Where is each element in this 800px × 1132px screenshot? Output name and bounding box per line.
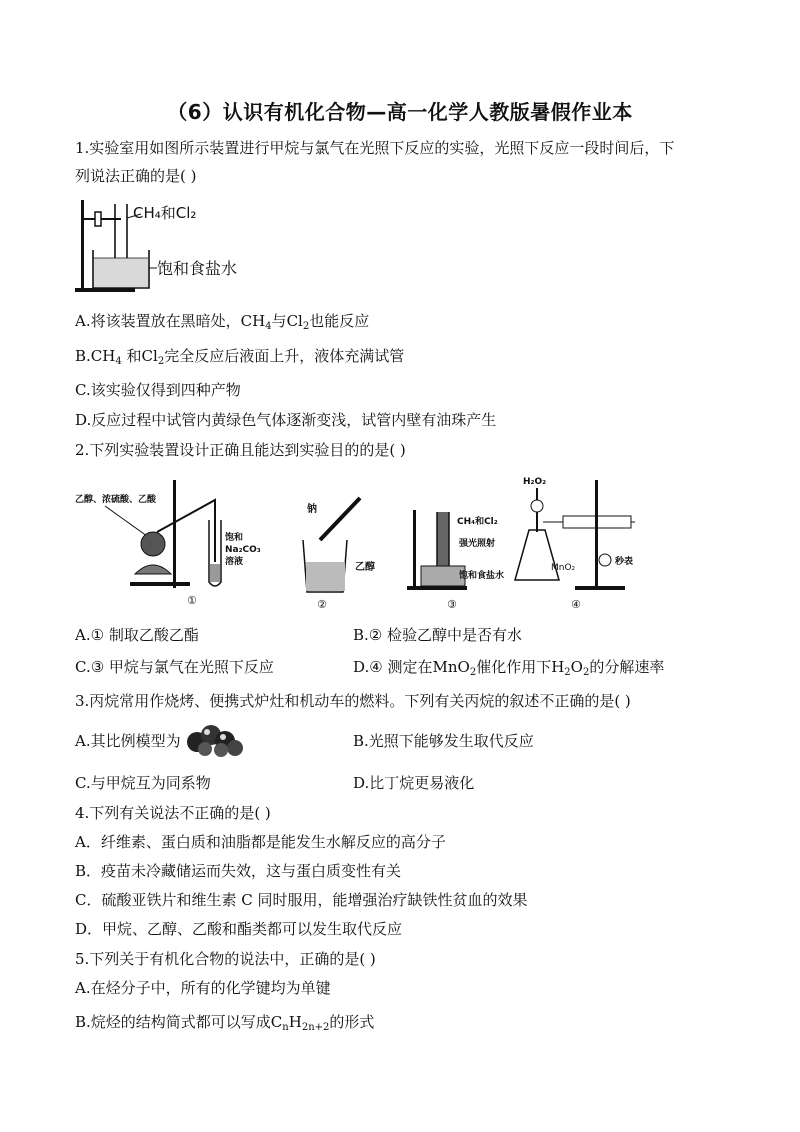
- svg-text:溶液: 溶液: [225, 557, 244, 567]
- q1-apparatus-figure: [75, 196, 275, 296]
- q1-option-d: D.反应过程中试管内黄绿色气体逐渐变浅，试管内壁有油珠产生: [75, 411, 497, 429]
- q2-apparatus-figures: [75, 470, 655, 615]
- svg-text:强光照射: 强光照射: [459, 539, 496, 549]
- svg-text:H₂O₂: H₂O₂: [523, 477, 547, 487]
- q5-stem: 5.下列关于有机化合物的说法中，正确的是( ): [75, 950, 376, 968]
- propane-space-filling-model: [185, 722, 245, 758]
- q3-stem: 3.丙烷常用作烧烤、便携式炉灶和机动车的燃料。下列有关丙烷的叙述不正确的是( ): [75, 692, 631, 710]
- q1-stem-line1: 1.实验室用如图所示装置进行甲烷与氯气在光照下反应的实验，光照下反应一段时间后，下: [75, 139, 675, 157]
- svg-text:Na₂CO₃: Na₂CO₃: [225, 545, 261, 555]
- q1-option-b: $B.CH_4$ 和$Cl_2$完全反应后液面上升，液体充满试管: [75, 347, 405, 367]
- svg-text:饱和: 饱和: [225, 533, 244, 543]
- page-title: （6）认识有机化合物—高一化学人教版暑假作业本: [167, 100, 633, 124]
- svg-text:④: ④: [571, 598, 581, 611]
- q2-option-b: B.② 检验乙醇中是否有水: [353, 626, 523, 644]
- fig4-h2o2-rate: [515, 477, 635, 611]
- q4-option-c: C．硫酸亚铁片和维生素 C 同时服用，能增强治疗缺铁性贫血的效果: [75, 891, 528, 909]
- svg-text:乙醇、浓硫酸、乙酸: 乙醇、浓硫酸、乙酸: [75, 495, 157, 505]
- q3-option-c: C.与甲烷互为同系物: [75, 774, 211, 792]
- q3-option-b: B.光照下能够发生取代反应: [353, 732, 534, 750]
- q1-solution-label: 饱和食盐水: [157, 259, 238, 278]
- svg-text:③: ③: [447, 598, 457, 611]
- q3-option-d: D.比丁烷更易液化: [353, 774, 475, 792]
- svg-text:饱和食盐水: 饱和食盐水: [459, 571, 505, 581]
- q3-option-a: A.其比例模型为: [75, 732, 181, 750]
- q2-option-c: C.③ 甲烷与氯气在光照下反应: [75, 658, 274, 676]
- q1-gas-label: CH₄和Cl₂: [133, 204, 197, 222]
- svg-text:秒表: 秒表: [615, 557, 634, 567]
- q4-option-d: D．甲烷、乙醇、乙酸和酯类都可以发生取代反应: [75, 920, 403, 938]
- q4-option-b: B．疫苗未冷藏储运而失效，这与蛋白质变性有关: [75, 862, 402, 880]
- q2-stem: 2.下列实验装置设计正确且能达到实验目的的是( ): [75, 441, 406, 459]
- stand-rod: [81, 200, 84, 290]
- q2-option-a: A.① 制取乙酸乙酯: [75, 626, 199, 644]
- fig2-sodium-ethanol: [303, 498, 375, 611]
- fig1-esterification: [75, 480, 261, 607]
- svg-text:②: ②: [317, 598, 327, 611]
- q4-stem: 4.下列有关说法不正确的是( ): [75, 804, 271, 822]
- svg-text:乙醇: 乙醇: [355, 562, 375, 573]
- q5-option-a: A.在烃分子中，所有的化学键均为单键: [75, 979, 331, 997]
- svg-text:钠: 钠: [307, 504, 317, 515]
- q5-option-b: B.烷烃的结构简式都可以写成$C_nH_{2n+2}$的形式: [75, 1013, 375, 1033]
- fig3-methane-chlorine: [407, 510, 504, 611]
- q1-option-a: A.将该装置放在黑暗处，$CH_4$与$Cl_2$也能反应: [75, 312, 370, 332]
- q2-option-d: D.④ 测定在MnO$_2$催化作用下$H_2O_2$的分解速率: [353, 658, 665, 678]
- trough-solution: [94, 258, 148, 287]
- svg-text:MnO₂: MnO₂: [551, 563, 576, 573]
- q4-option-a: A．纤维素、蛋白质和油脂都是能发生水解反应的高分子: [75, 833, 446, 851]
- q1-stem-line2: 列说法正确的是( ): [75, 167, 197, 185]
- q1-option-c: C.该实验仅得到四种产物: [75, 381, 241, 399]
- svg-text:CH₄和Cl₂: CH₄和Cl₂: [457, 517, 498, 527]
- svg-text:①: ①: [187, 594, 197, 607]
